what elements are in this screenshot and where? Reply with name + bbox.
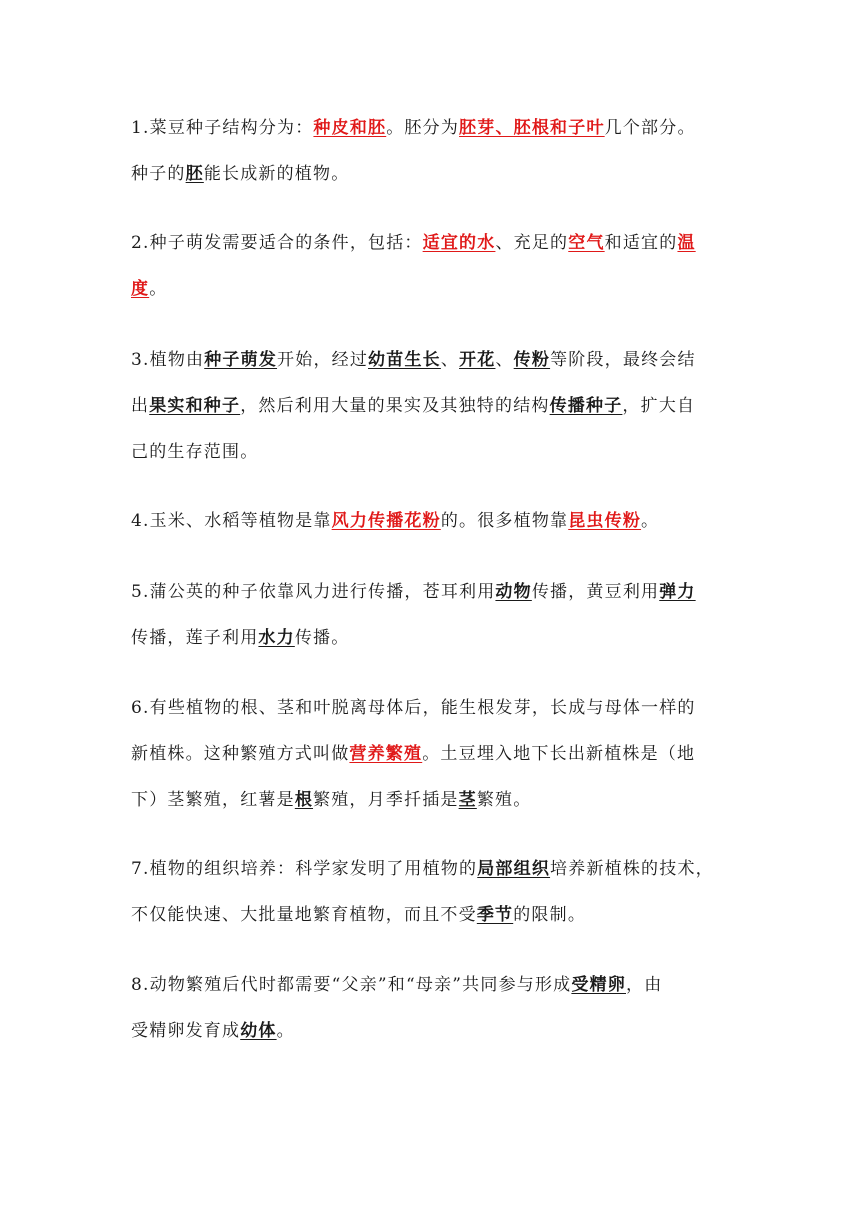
answer-term: 空气 [568,233,605,253]
text-segment: 7.植物的组织培养：科学家发明了用植物的 [131,859,478,879]
item-1 [131,105,741,197]
text-segment: 。胚分为 [386,118,460,138]
text-line [131,498,741,544]
answer-term: 受精卵 [571,975,626,995]
answer-term: 胚 [185,164,204,184]
text-segment: 、充足的 [495,233,569,253]
text-segment: ，由 [626,975,663,995]
text-line [131,1008,741,1054]
text-segment: 己的生存范围。 [131,442,259,462]
answer-term: 动物 [495,582,532,602]
item-2 [131,220,741,312]
item-8 [131,962,741,1054]
answer-term: 度 [131,279,150,299]
text-segment: 等阶段，最终会结 [550,350,696,370]
answer-term: 水力 [258,628,295,648]
answer-term: 适宜的水 [422,233,496,253]
text-segment: 6.有些植物的根、茎和叶脱离母体后，能生根发芽，长成与母体一样的 [131,698,696,718]
answer-term: 开花 [459,350,496,370]
item-4 [131,498,741,544]
text-line [131,151,741,197]
answer-term: 幼苗生长 [368,350,441,370]
text-line [131,615,741,661]
text-line [131,105,741,151]
text-line [131,383,741,429]
text-segment: 能长成新的植物。 [203,164,350,184]
text-line [131,569,741,615]
text-segment: 下）茎繁殖，红薯是 [131,790,295,810]
text-segment: 传播，黄豆利用 [531,582,660,602]
text-segment: ，扩大自 [622,396,696,416]
answer-term: 弹力 [659,582,696,602]
text-line [131,429,741,475]
text-segment: 受精卵发育成 [131,1021,241,1041]
text-segment: 和适宜的 [604,233,678,253]
text-segment: 的限制。 [513,905,587,925]
item-6 [131,685,741,823]
text-segment: 。 [276,1021,295,1041]
answer-term: 昆虫传粉 [568,511,642,531]
answer-term: 幼体 [240,1021,277,1041]
text-line [131,337,741,383]
text-segment: 繁殖。 [476,790,532,810]
text-line [131,892,741,938]
text-segment: ，然后利用大量的果实及其独特的结构 [240,396,550,416]
text-segment: 培养新植株的技术， [550,859,714,879]
answer-term: 温 [677,233,696,253]
text-line [131,846,741,892]
text-segment: 的。很多植物靠 [440,511,569,531]
text-segment: 、 [495,350,514,370]
text-segment: 3.植物由 [131,350,205,370]
text-segment: 。 [641,511,660,531]
answer-term: 局部组织 [477,859,551,879]
answer-term: 根 [294,790,314,810]
answer-term: 茎 [458,790,477,810]
text-segment: 传播。 [294,628,350,648]
text-segment: 5.蒲公英的种子依靠风力进行传播，苍耳利用 [131,582,496,602]
answer-term: 果实和种子 [149,396,241,416]
answer-term: 传播种子 [549,396,623,416]
answer-term: 胚芽、胚根和子叶 [459,118,605,138]
text-line [131,220,741,266]
item-5 [131,569,741,661]
text-line [131,685,741,731]
text-line [131,962,741,1008]
text-segment: 8.动物繁殖后代时都需要“父亲”和“母亲”共同参与形成 [131,975,572,995]
text-segment: 4.玉米、水稻等植物是靠 [131,511,332,531]
answer-term: 种皮和胚 [313,118,387,138]
text-segment: 、 [440,350,460,370]
text-segment: 1.菜豆种子结构分为： [131,118,314,138]
text-segment: 不仅能快速、大批量地繁育植物，而且不受 [131,905,477,925]
text-segment: 。 [149,279,168,299]
answer-term: 风力传播花粉 [331,511,441,531]
answer-term: 季节 [476,905,514,925]
text-segment: 。土豆埋入地下长出新植株是（地 [422,744,696,764]
text-segment: 新植株。这种繁殖方式叫做 [131,744,350,764]
text-segment: 2.种子萌发需要适合的条件，包括： [131,233,423,253]
answer-term: 种子萌发 [204,350,278,370]
text-segment: 开始，经过 [277,350,369,370]
text-segment: 种子的 [131,164,186,184]
item-7 [131,846,741,938]
text-line [131,731,741,777]
text-segment: 出 [131,396,150,416]
text-segment: 传播，莲子利用 [131,628,259,648]
text-line [131,266,741,312]
answer-term: 传粉 [513,350,551,370]
text-line [131,777,741,823]
text-segment: 几个部分。 [604,118,696,138]
text-segment: 繁殖，月季扦插是 [313,790,459,810]
item-3 [131,337,741,475]
answer-term: 营养繁殖 [349,744,423,764]
